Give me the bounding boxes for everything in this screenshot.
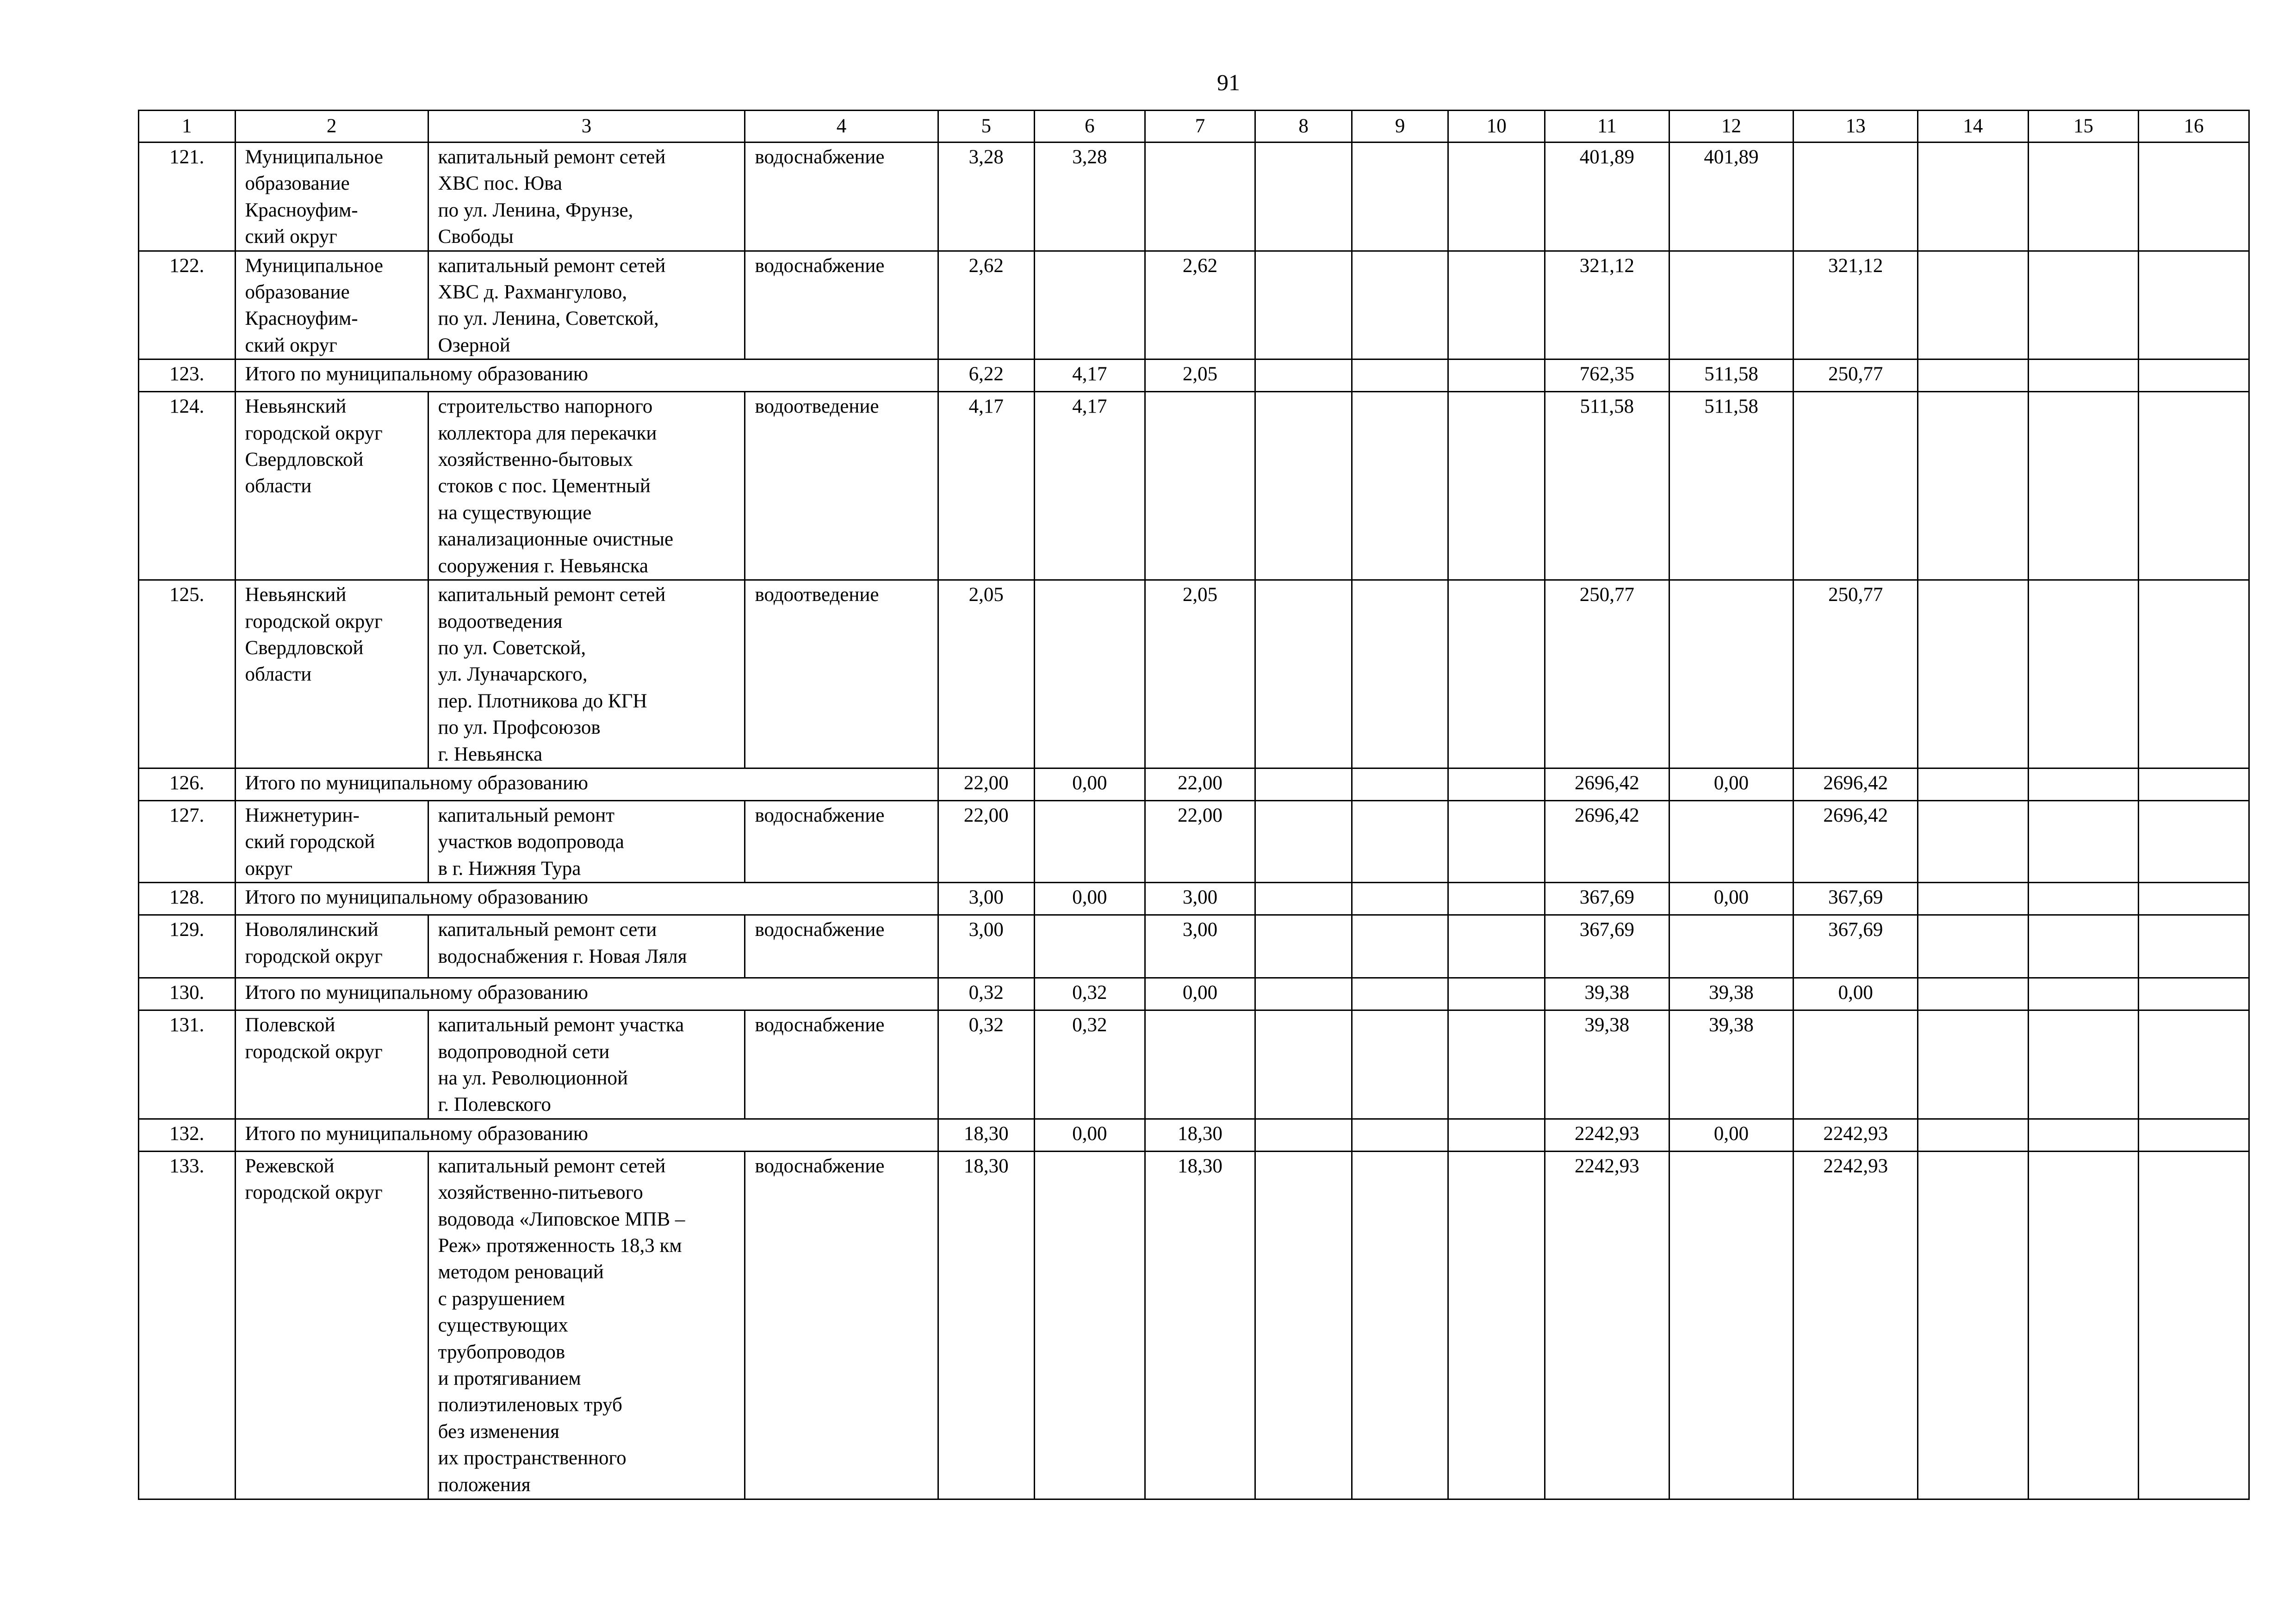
value-cell (2028, 978, 2139, 1010)
resource-kind-cell: водоотведение (745, 392, 938, 580)
total-row (139, 768, 2249, 800)
work-description-cell-line: по ул. Ленина, Фрунзе, (438, 199, 633, 221)
value-cell (2028, 768, 2139, 800)
municipality-cell-line: Невьянский (245, 584, 347, 606)
municipality-cell (235, 1151, 428, 1499)
value-cell (1352, 1119, 1448, 1151)
value-cell (2028, 580, 2139, 768)
value-cell: 511,58 (1669, 359, 1793, 392)
work-description-cell-line: коллектора для перекачки (438, 422, 657, 444)
work-description-cell-line: в г. Нижняя Тура (438, 857, 581, 880)
value-cell: 2696,42 (1545, 768, 1669, 800)
value-cell (1145, 392, 1255, 580)
municipality-cell-line: городской округ (245, 610, 383, 632)
municipality-cell-line: области (245, 475, 312, 497)
work-description-cell-line: без изменения (438, 1420, 559, 1443)
value-cell (1448, 1119, 1545, 1151)
value-cell (1255, 800, 1352, 882)
municipality-cell-line: Полевской (245, 1014, 335, 1036)
municipality-cell-line: городской округ (245, 1182, 383, 1204)
value-cell: 0,32 (938, 1010, 1035, 1119)
value-cell: 3,28 (938, 142, 1035, 251)
value-cell (1352, 883, 1448, 915)
value-cell: 511,58 (1545, 392, 1669, 580)
row-number: 133. (139, 1151, 236, 1499)
work-description-cell-line: по ул. Советской, (438, 637, 586, 659)
value-cell (2028, 142, 2139, 251)
value-cell: 321,12 (1545, 251, 1669, 359)
work-description-cell-line: капитальный ремонт сетей (438, 1155, 666, 1177)
value-cell (1352, 915, 1448, 978)
work-description-cell-line: канализационные очистные (438, 528, 674, 551)
value-cell: 18,30 (1145, 1119, 1255, 1151)
value-cell: 401,89 (1545, 142, 1669, 251)
value-cell (1918, 1119, 2029, 1151)
municipality-cell-line: Невьянский (245, 396, 347, 418)
work-description-cell-line: капитальный ремонт сетей (438, 584, 666, 606)
value-cell (1255, 1010, 1352, 1119)
resource-kind-cell: водоснабжение (745, 800, 938, 882)
value-cell (1255, 392, 1352, 580)
value-cell: 2696,42 (1793, 800, 1918, 882)
value-cell: 4,17 (938, 392, 1035, 580)
table-row (139, 1010, 2249, 1119)
municipality-cell-line: Режевской (245, 1155, 335, 1177)
work-description-cell (428, 800, 745, 882)
total-row (139, 359, 2249, 392)
value-cell (1918, 915, 2029, 978)
value-cell (1448, 978, 1545, 1010)
work-description-cell-line: и протягиванием (438, 1368, 581, 1390)
value-cell: 22,00 (938, 800, 1035, 882)
value-cell (1448, 392, 1545, 580)
municipality-cell (235, 580, 428, 768)
municipality-cell-line: городской округ (245, 1041, 383, 1063)
value-cell: 2242,93 (1793, 1119, 1918, 1151)
work-description-cell-line: ХВС д. Рахмангулово, (438, 281, 627, 304)
row-number: 127. (139, 800, 236, 882)
work-description-cell-line: их пространственного (438, 1447, 627, 1469)
value-cell (1255, 251, 1352, 359)
municipality-cell-line: ский округ (245, 226, 337, 248)
municipality-cell-line: Новолялинский (245, 919, 379, 941)
value-cell (1793, 142, 1918, 251)
work-description-cell-line: полиэтиленовых труб (438, 1394, 622, 1416)
value-cell: 367,69 (1793, 883, 1918, 915)
row-number: 132. (139, 1119, 236, 1151)
work-description-cell-line: ул. Луначарского, (438, 663, 588, 686)
work-description-cell-line: водоотведения (438, 610, 563, 632)
value-cell: 0,32 (1035, 1010, 1145, 1119)
value-cell (1255, 978, 1352, 1010)
column-header: 12 (1669, 111, 1793, 142)
municipality-cell (235, 1010, 428, 1119)
value-cell (1352, 392, 1448, 580)
municipality-cell-line: Нижнетурин- (245, 804, 360, 826)
resource-kind-cell: водоотведение (745, 580, 938, 768)
work-description-cell-line: с разрушением (438, 1288, 565, 1310)
value-cell (1448, 1010, 1545, 1119)
municipality-cell-line: городской округ (245, 422, 383, 444)
value-cell (1918, 142, 2029, 251)
value-cell: 4,17 (1035, 359, 1145, 392)
resource-kind-cell: водоснабжение (745, 1151, 938, 1499)
value-cell (1035, 580, 1145, 768)
municipality-cell-line: ский городской (245, 831, 375, 853)
value-cell (2028, 392, 2139, 580)
work-description-cell-line: капитальный ремонт сети (438, 919, 657, 941)
total-label: Итого по муниципальному образованию (235, 1119, 938, 1151)
value-cell (1145, 142, 1255, 251)
column-header: 14 (1918, 111, 2029, 142)
value-cell (1448, 580, 1545, 768)
value-cell: 250,77 (1545, 580, 1669, 768)
value-cell (1793, 1010, 1918, 1119)
work-description-cell-line: капитальный ремонт участка (438, 1014, 684, 1036)
municipality-cell-line: Свердловской (245, 449, 364, 471)
value-cell: 3,28 (1035, 142, 1145, 251)
value-cell: 250,77 (1793, 580, 1918, 768)
value-cell (1352, 800, 1448, 882)
value-cell (2028, 251, 2139, 359)
page-number: 91 (1217, 69, 1240, 95)
value-cell (1669, 1151, 1793, 1499)
work-description-cell-line: методом реноваций (438, 1261, 604, 1283)
value-cell: 3,00 (938, 883, 1035, 915)
work-description-cell (428, 392, 745, 580)
work-description-cell-line: существующих (438, 1314, 568, 1337)
value-cell (2139, 392, 2249, 580)
value-cell (2139, 800, 2249, 882)
total-row (139, 883, 2249, 915)
work-description-cell-line: пер. Плотникова до КГН (438, 690, 647, 712)
work-description-cell-line: водопроводной сети (438, 1041, 610, 1063)
municipality-cell-line: образование (245, 281, 350, 304)
value-cell (2139, 978, 2249, 1010)
work-description-cell (428, 1151, 745, 1499)
value-cell (2139, 359, 2249, 392)
value-cell (1255, 1151, 1352, 1499)
value-cell (2139, 883, 2249, 915)
value-cell (2028, 883, 2139, 915)
value-cell: 2,05 (1145, 359, 1255, 392)
value-cell (1352, 978, 1448, 1010)
value-cell (1255, 142, 1352, 251)
total-row (139, 1119, 2249, 1151)
value-cell: 18,30 (938, 1119, 1035, 1151)
value-cell (2139, 142, 2249, 251)
work-description-cell (428, 1010, 745, 1119)
row-number: 130. (139, 978, 236, 1010)
value-cell: 0,00 (1035, 768, 1145, 800)
municipality-cell-line: Красноуфим- (245, 199, 358, 221)
work-description-cell-line: водоснабжения г. Новая Ляля (438, 945, 687, 967)
municipality-cell-line: Муниципальное (245, 254, 383, 277)
value-cell (1255, 359, 1352, 392)
work-description-cell-line: на существующие (438, 502, 592, 524)
value-cell (1918, 580, 2029, 768)
row-number: 122. (139, 251, 236, 359)
work-description-cell-line: стоков с пос. Цементный (438, 475, 651, 497)
resource-kind-cell: водоснабжение (745, 251, 938, 359)
value-cell (1918, 1010, 2029, 1119)
value-cell: 367,69 (1545, 915, 1669, 978)
value-cell (1918, 978, 2029, 1010)
value-cell (1918, 1151, 2029, 1499)
value-cell: 39,38 (1669, 978, 1793, 1010)
table-row (139, 251, 2249, 359)
value-cell: 367,69 (1545, 883, 1669, 915)
value-cell: 39,38 (1545, 978, 1669, 1010)
value-cell (1352, 768, 1448, 800)
value-cell: 18,30 (1145, 1151, 1255, 1499)
municipality-cell-line: ский округ (245, 334, 337, 356)
row-number: 123. (139, 359, 236, 392)
total-label: Итого по муниципальному образованию (235, 978, 938, 1010)
table-row (139, 915, 2249, 978)
value-cell (1352, 251, 1448, 359)
value-cell: 367,69 (1793, 915, 1918, 978)
work-description-cell-line: г. Невьянска (438, 743, 543, 765)
value-cell (1255, 768, 1352, 800)
value-cell (1918, 800, 2029, 882)
value-cell: 0,00 (1669, 1119, 1793, 1151)
total-label: Итого по муниципальному образованию (235, 359, 938, 392)
table-row (139, 800, 2249, 882)
value-cell: 2242,93 (1545, 1151, 1669, 1499)
work-description-cell-line: Свободы (438, 226, 514, 248)
column-header: 16 (2139, 111, 2249, 142)
work-description-cell (428, 251, 745, 359)
work-description-cell (428, 915, 745, 978)
value-cell (1035, 251, 1145, 359)
value-cell (1669, 800, 1793, 882)
value-cell: 250,77 (1793, 359, 1918, 392)
resource-kind-cell: водоснабжение (745, 915, 938, 978)
value-cell (1448, 142, 1545, 251)
value-cell: 321,12 (1793, 251, 1918, 359)
municipality-cell-line: образование (245, 173, 350, 195)
table-row (139, 1151, 2249, 1499)
value-cell: 0,00 (1669, 768, 1793, 800)
municipality-cell (235, 251, 428, 359)
value-cell: 18,30 (938, 1151, 1035, 1499)
value-cell (2139, 580, 2249, 768)
value-cell (2139, 1151, 2249, 1499)
value-cell: 2696,42 (1793, 768, 1918, 800)
row-number: 129. (139, 915, 236, 978)
value-cell: 3,00 (938, 915, 1035, 978)
work-description-cell-line: капитальный ремонт (438, 804, 615, 826)
value-cell (2139, 251, 2249, 359)
row-number: 128. (139, 883, 236, 915)
value-cell (1255, 1119, 1352, 1151)
value-cell: 401,89 (1669, 142, 1793, 251)
work-description-cell (428, 580, 745, 768)
work-description-cell-line: сооружения г. Невьянска (438, 555, 648, 577)
column-header: 8 (1255, 111, 1352, 142)
value-cell (2139, 768, 2249, 800)
value-cell (1352, 580, 1448, 768)
municipality-cell (235, 142, 428, 251)
value-cell (1918, 883, 2029, 915)
column-header: 9 (1352, 111, 1448, 142)
value-cell: 3,00 (1145, 883, 1255, 915)
value-cell (2028, 359, 2139, 392)
value-cell: 2,05 (1145, 580, 1255, 768)
value-cell (2028, 800, 2139, 882)
value-cell (2028, 1119, 2139, 1151)
work-description-cell (428, 142, 745, 251)
column-header: 6 (1035, 111, 1145, 142)
value-cell (1918, 392, 2029, 580)
value-cell (1448, 251, 1545, 359)
value-cell: 4,17 (1035, 392, 1145, 580)
column-header: 1 (139, 111, 236, 142)
value-cell (2028, 1151, 2139, 1499)
value-cell: 2,62 (938, 251, 1035, 359)
work-description-cell-line: ХВС пос. Юва (438, 173, 562, 195)
value-cell (1352, 1151, 1448, 1499)
work-description-cell-line: на ул. Революционной (438, 1067, 628, 1089)
column-header: 3 (428, 111, 745, 142)
value-cell (1448, 359, 1545, 392)
value-cell: 511,58 (1669, 392, 1793, 580)
work-description-cell-line: по ул. Ленина, Советской, (438, 308, 659, 330)
value-cell (2028, 915, 2139, 978)
value-cell (1918, 359, 2029, 392)
value-cell (1035, 1151, 1145, 1499)
work-description-cell-line: Озерной (438, 334, 510, 356)
value-cell: 2,62 (1145, 251, 1255, 359)
value-cell: 6,22 (938, 359, 1035, 392)
municipality-cell-line: области (245, 663, 312, 686)
value-cell: 2242,93 (1545, 1119, 1669, 1151)
work-description-cell-line: хозяйственно-бытовых (438, 449, 633, 471)
value-cell (1448, 800, 1545, 882)
row-number: 124. (139, 392, 236, 580)
value-cell: 22,00 (1145, 800, 1255, 882)
value-cell: 0,32 (938, 978, 1035, 1010)
work-description-cell-line: участков водопровода (438, 831, 624, 853)
value-cell (1918, 768, 2029, 800)
total-row (139, 978, 2249, 1010)
work-description-cell-line: строительство напорного (438, 396, 653, 418)
value-cell (1255, 915, 1352, 978)
work-description-cell-line: капитальный ремонт сетей (438, 146, 666, 168)
value-cell: 0,32 (1035, 978, 1145, 1010)
work-description-cell-line: по ул. Профсоюзов (438, 717, 601, 739)
value-cell (1669, 915, 1793, 978)
municipality-cell-line: Свердловской (245, 637, 364, 659)
value-cell (2139, 1010, 2249, 1119)
value-cell: 0,00 (1793, 978, 1918, 1010)
table-row (139, 142, 2249, 251)
row-number: 126. (139, 768, 236, 800)
municipality-cell (235, 800, 428, 882)
row-number: 121. (139, 142, 236, 251)
total-label: Итого по муниципальному образованию (235, 883, 938, 915)
value-cell: 0,00 (1035, 1119, 1145, 1151)
table-header-row (139, 111, 2249, 142)
municipality-cell (235, 392, 428, 580)
resource-kind-cell: водоснабжение (745, 142, 938, 251)
value-cell (1448, 915, 1545, 978)
column-header: 2 (235, 111, 428, 142)
row-number: 131. (139, 1010, 236, 1119)
total-label: Итого по муниципальному образованию (235, 768, 938, 800)
work-description-cell-line: хозяйственно-питьевого (438, 1182, 643, 1204)
value-cell: 2,05 (938, 580, 1035, 768)
column-header: 4 (745, 111, 938, 142)
value-cell: 0,00 (1669, 883, 1793, 915)
value-cell: 2696,42 (1545, 800, 1669, 882)
data-table (138, 110, 2250, 1500)
value-cell (1352, 359, 1448, 392)
column-header: 15 (2028, 111, 2139, 142)
value-cell: 2242,93 (1793, 1151, 1918, 1499)
work-description-cell-line: капитальный ремонт сетей (438, 254, 666, 277)
value-cell (1669, 580, 1793, 768)
value-cell: 0,00 (1145, 978, 1255, 1010)
value-cell (2139, 1119, 2249, 1151)
value-cell (2139, 915, 2249, 978)
municipality-cell-line: Красноуфим- (245, 308, 358, 330)
value-cell: 22,00 (938, 768, 1035, 800)
column-header: 5 (938, 111, 1035, 142)
value-cell: 762,35 (1545, 359, 1669, 392)
municipality-cell-line: городской округ (245, 945, 383, 967)
value-cell: 39,38 (1545, 1010, 1669, 1119)
work-description-cell-line: трубопроводов (438, 1341, 565, 1363)
value-cell (1448, 768, 1545, 800)
value-cell (1352, 1010, 1448, 1119)
value-cell (1669, 251, 1793, 359)
value-cell: 22,00 (1145, 768, 1255, 800)
municipality-cell-line: округ (245, 857, 293, 880)
value-cell (1918, 251, 2029, 359)
table-row (139, 392, 2249, 580)
value-cell (1255, 883, 1352, 915)
column-header: 10 (1448, 111, 1545, 142)
value-cell: 39,38 (1669, 1010, 1793, 1119)
work-description-cell-line: положения (438, 1474, 531, 1496)
value-cell (1352, 142, 1448, 251)
value-cell (1448, 883, 1545, 915)
column-header: 7 (1145, 111, 1255, 142)
column-header: 13 (1793, 111, 1918, 142)
value-cell (1035, 800, 1145, 882)
value-cell (1145, 1010, 1255, 1119)
work-description-cell-line: водовода «Липовское МПВ – (438, 1208, 685, 1230)
value-cell (1793, 392, 1918, 580)
work-description-cell-line: Реж» протяженность 18,3 км (438, 1235, 682, 1257)
municipality-cell-line: Муниципальное (245, 146, 383, 168)
value-cell (1035, 915, 1145, 978)
column-header: 11 (1545, 111, 1669, 142)
value-cell (1255, 580, 1352, 768)
table-row (139, 580, 2249, 768)
work-description-cell-line: г. Полевского (438, 1094, 551, 1116)
municipality-cell (235, 915, 428, 978)
resource-kind-cell: водоснабжение (745, 1010, 938, 1119)
row-number: 125. (139, 580, 236, 768)
value-cell (2028, 1010, 2139, 1119)
value-cell: 0,00 (1035, 883, 1145, 915)
value-cell (1448, 1151, 1545, 1499)
value-cell: 3,00 (1145, 915, 1255, 978)
